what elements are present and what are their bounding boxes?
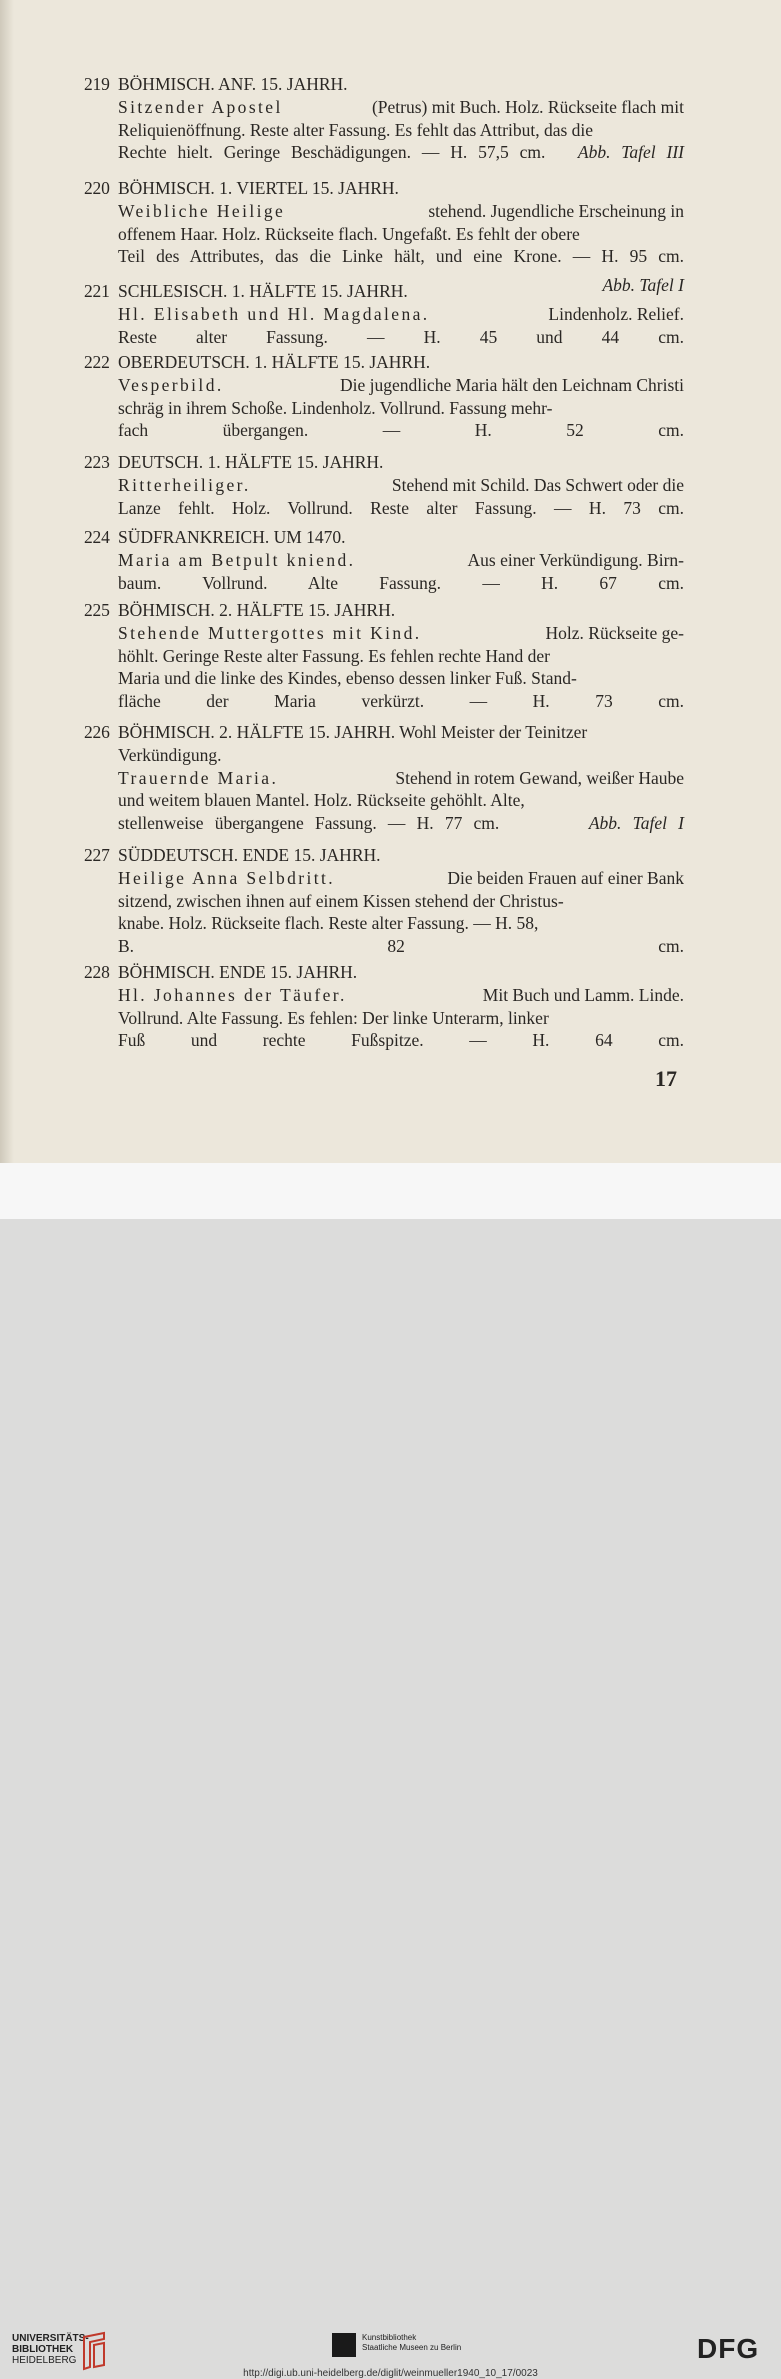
- description-text: stellenweise übergangene Fassung. — H. 77 cm.: [118, 812, 589, 833]
- description-text: Maria und die linke des Kindes, ebenso dessen linker Fuß. Stand-: [118, 668, 577, 688]
- description-text: schräg in ihrem Schoße. Lindenholz. Vollrund. Fassung mehr-: [118, 397, 553, 418]
- description-line: [118, 744, 684, 767]
- kb-line-1: Kunstbibliothek: [362, 2333, 417, 2342]
- entry-description: [118, 200, 684, 268]
- entry-title-spaced: Weibliche Heilige: [118, 201, 286, 221]
- description-line: [118, 419, 684, 442]
- description-line: [118, 812, 684, 835]
- figure-reference: Abb. Tafel I: [602, 275, 684, 295]
- description-text: fach übergangen. — H. 52 cm.: [118, 420, 684, 440]
- entry-description: [118, 549, 684, 594]
- description-text: offenem Haar. Holz. Rückseite flach. Ungefaßt. Es fehlt der obere: [118, 223, 580, 244]
- entry-title-spaced: Trauernde Maria.: [118, 767, 279, 788]
- description-text: baum. Vollrund. Alte Fassung. — H. 67 cm.: [118, 572, 684, 593]
- figure-reference: Abb. Tafel III: [577, 142, 684, 162]
- entry-number: 221: [84, 281, 110, 301]
- ub-line-3: HEIDELBERG: [12, 2355, 77, 2366]
- description-line: [118, 890, 684, 913]
- description-line: [118, 474, 684, 497]
- entry-title-spaced: Ritterheiliger.: [118, 475, 251, 495]
- description-line: [118, 1007, 684, 1030]
- ub-logo-icon[interactable]: [80, 2331, 108, 2371]
- description-line: [118, 767, 684, 790]
- entry-title-spaced: Hl. Elisabeth und Hl. Magdalena.: [118, 304, 430, 324]
- entry-heading: OBERDEUTSCH. 1. HÄLFTE 15. JAHRH.: [118, 352, 431, 372]
- entry-description: [118, 474, 684, 519]
- entry-number: 220: [84, 178, 110, 198]
- description-text: Vollrund. Alte Fassung. Es fehlen: Der linke Unterarm, linker: [118, 1007, 549, 1028]
- page-number: 17: [655, 1066, 677, 1091]
- entry-description: [118, 984, 684, 1052]
- description-line: [118, 645, 684, 668]
- description-line: [118, 572, 684, 595]
- description-line: [118, 326, 684, 349]
- permalink-url[interactable]: http://digi.ub.uni-heidelberg.de/diglit/weinmueller1940_10_17/0023: [243, 2368, 538, 2379]
- description-text: sitzend, zwischen ihnen auf einem Kissen stehend der Christus-: [118, 890, 564, 911]
- entry-description: [118, 303, 684, 348]
- description-text: Die beiden Frauen auf einer Bank: [442, 868, 684, 888]
- description-line: [118, 245, 684, 268]
- footer-bar: [0, 1163, 781, 2379]
- description-text: Reste alter Fassung. — H. 45 und 44 cm.: [118, 326, 684, 347]
- description-text: knabe. Holz. Rückseite flach. Reste alter Fassung. — H. 58,: [118, 913, 539, 933]
- description-line: [118, 867, 684, 890]
- ub-line-2: BIBLIOTHEK: [12, 2344, 74, 2355]
- entry-heading: BÖHMISCH. 2. HÄLFTE 15. JAHRH. Wohl Meister der Teinitzer: [118, 722, 588, 742]
- entry-heading: DEUTSCH. 1. HÄLFTE 15. JAHRH.: [118, 452, 384, 472]
- entry-heading: BÖHMISCH. 1. VIERTEL 15. JAHRH.: [118, 178, 399, 198]
- description-line: [118, 622, 684, 645]
- description-text: Lanze fehlt. Holz. Vollrund. Reste alter Fassung. — H. 73 cm.: [118, 497, 684, 518]
- description-text: Stehend in rotem Gewand, weißer Haube: [390, 767, 684, 788]
- entry-number: 219: [84, 74, 110, 94]
- entry-number: 224: [84, 527, 110, 547]
- dfg-logo[interactable]: DFG: [697, 2333, 760, 2364]
- entry-heading: BÖHMISCH. 2. HÄLFTE 15. JAHRH.: [118, 600, 396, 620]
- description-text: B. 82 cm.: [118, 935, 684, 956]
- description-line: [118, 200, 684, 223]
- description-text: Die jugendliche Maria hält den Leichnam Christi: [335, 375, 684, 395]
- description-line: [118, 789, 684, 812]
- description-line: [118, 223, 684, 246]
- description-text: Rechte hielt. Geringe Beschädigungen. — H. 57,5 cm.: [118, 142, 578, 162]
- entry-number: 222: [84, 352, 110, 372]
- scanned-page: [0, 0, 781, 1163]
- entry-number: 228: [84, 962, 110, 982]
- figure-reference: Abb. Tafel I: [588, 812, 684, 833]
- entry-heading: BÖHMISCH. ANF. 15. JAHRH.: [118, 74, 348, 94]
- description-line: [118, 96, 684, 119]
- description-text: und weitem blauen Mantel. Holz. Rückseite gehöhlt. Alte,: [118, 790, 525, 810]
- entry-heading: SÜDDEUTSCH. ENDE 15. JAHRH.: [118, 845, 381, 865]
- description-text: stehend. Jugendliche Erscheinung in: [423, 201, 684, 221]
- description-line: [118, 119, 684, 142]
- description-line: [118, 667, 684, 690]
- kunstbibliothek-logo-icon[interactable]: [332, 2333, 356, 2357]
- entry-heading: SCHLESISCH. 1. HÄLFTE 15. JAHRH.: [118, 281, 408, 301]
- entry-title-spaced: Stehende Muttergottes mit Kind.: [118, 623, 422, 643]
- description-line: [118, 497, 684, 520]
- entry-number: 225: [84, 600, 110, 620]
- description-text: Stehend mit Schild. Das Schwert oder die: [387, 475, 684, 495]
- description-line: [118, 1029, 684, 1052]
- description-line: [118, 935, 684, 958]
- description-text: Lindenholz. Relief.: [544, 304, 684, 324]
- description-text: Verkündigung.: [118, 745, 222, 765]
- entry-title-spaced: Sitzender Apostel: [118, 97, 283, 117]
- description-text: Reliquienöffnung. Reste alter Fassung. Es fehlt das Attribut, das die: [118, 119, 594, 140]
- entry-number: 226: [84, 722, 110, 742]
- entry-heading: SÜDFRANKREICH. UM 1470.: [118, 527, 346, 547]
- description-line: [118, 374, 684, 397]
- kb-line-2: Staatliche Museen zu Berlin: [362, 2343, 462, 2352]
- ub-heidelberg-label[interactable]: [12, 2333, 89, 2366]
- description-line: [118, 912, 684, 935]
- entry-heading: BÖHMISCH. ENDE 15. JAHRH.: [118, 962, 358, 982]
- description-text: höhlt. Geringe Reste alter Fassung. Es fehlen rechte Hand der: [118, 645, 551, 666]
- description-line: [118, 690, 684, 713]
- description-text: Fuß und rechte Fußspitze. — H. 64 cm.: [118, 1030, 684, 1050]
- description-line: [118, 549, 684, 572]
- description-text: Aus einer Verkündigung. Birn-: [464, 550, 684, 570]
- description-line: [118, 984, 684, 1007]
- entry-description: [118, 622, 684, 712]
- entry-title-spaced: Heilige Anna Selbdritt.: [118, 868, 336, 888]
- description-line: [118, 397, 684, 420]
- entry-title-spaced: Hl. Johannes der Täufer.: [118, 985, 347, 1005]
- entry-description: [118, 374, 684, 442]
- ub-line-1: UNIVERSITÄTS-: [12, 2333, 89, 2344]
- description-text: (Petrus) mit Buch. Holz. Rückseite flach mit: [367, 97, 684, 117]
- entry-title-spaced: Maria am Betpult kniend.: [118, 550, 356, 570]
- description-line: [118, 303, 684, 326]
- description-text: Teil des Attributes, das die Linke hält, und eine Krone. — H. 95 cm.: [118, 246, 684, 266]
- description-text: Mit Buch und Lamm. Linde.: [478, 985, 684, 1005]
- kunstbibliothek-label[interactable]: [362, 2333, 461, 2353]
- description-text: Holz. Rückseite ge-: [541, 623, 684, 643]
- entry-number: 223: [84, 452, 110, 472]
- description-line: [118, 141, 684, 164]
- entry-description: [118, 744, 684, 834]
- entry-title-spaced: Vesperbild.: [118, 375, 224, 395]
- description-text: fläche der Maria verkürzt. — H. 73 cm.: [118, 690, 684, 711]
- entry-description: [118, 867, 684, 957]
- entry-number: 227: [84, 845, 110, 865]
- entry-description: [118, 96, 684, 164]
